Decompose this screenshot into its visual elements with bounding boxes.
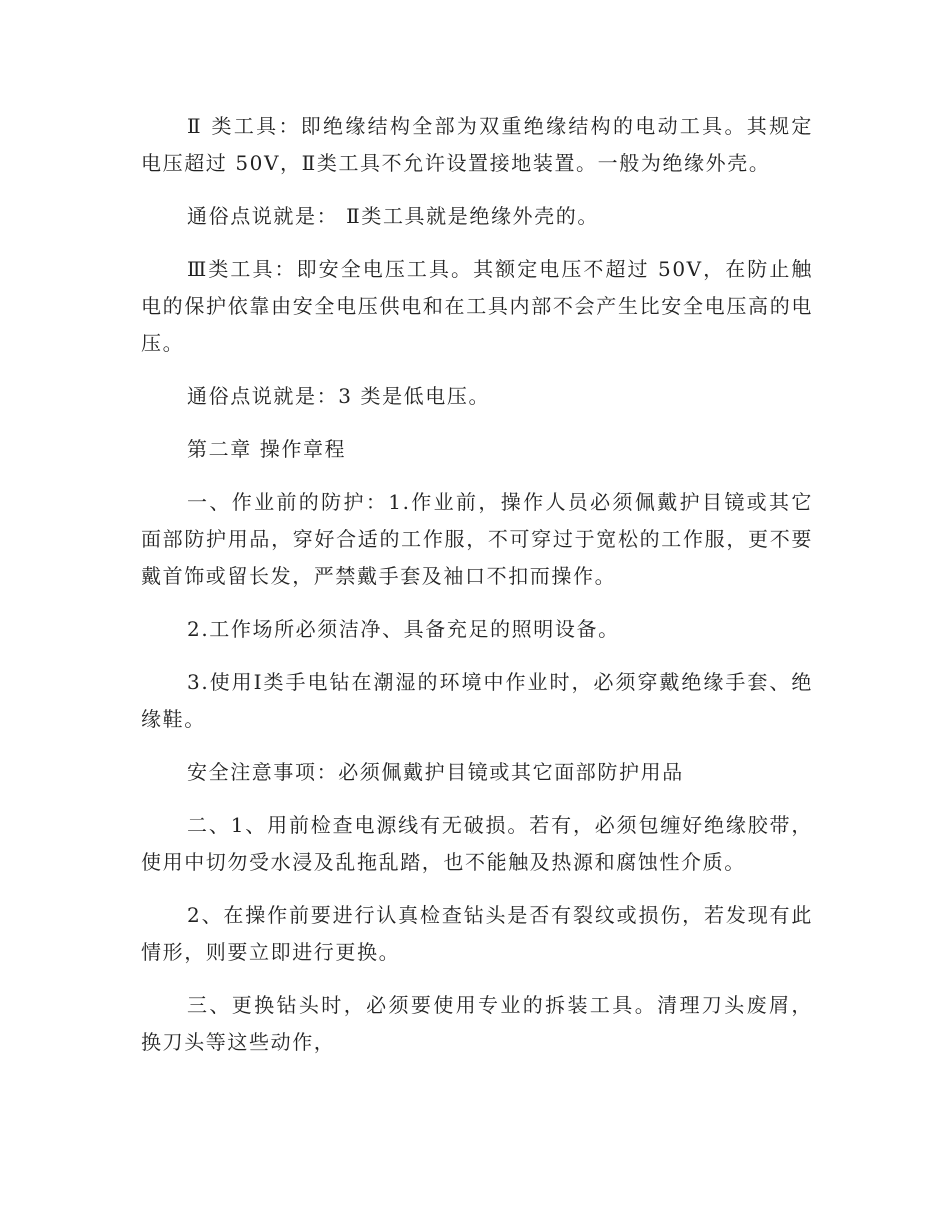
paragraph-pre-work-protection: 一、作业前的防护：1.作业前，操作人员必须佩戴护目镜或其它面部防护用品，穿好合适的工作服，不可穿过于宽松的工作服，更不要戴首饰或留长发，严禁戴手套及袖口不扣而操作。 bbox=[141, 490, 813, 588]
paragraph-drill-bit-check: 2、在操作前要进行认真检查钻头是否有裂纹或损伤，若发现有此情形，则要立即进行更换。 bbox=[141, 903, 813, 964]
paragraph-bit-replacement: 三、更换钻头时，必须要使用专业的拆装工具。清理刀头废屑，换刀头等这些动作， bbox=[141, 993, 813, 1054]
paragraph-class-3-plain: 通俗点说就是：3 类是低电压。 bbox=[187, 384, 491, 408]
chapter-heading: 第二章 操作章程 bbox=[187, 437, 347, 461]
paragraph-class-2-plain: 通俗点说就是： Ⅱ类工具就是绝缘外壳的。 bbox=[187, 204, 599, 228]
paragraph-safety-notes: 安全注意事项：必须佩戴护目镜或其它面部防护用品 bbox=[187, 760, 684, 784]
paragraph-damp-environment: 3.使用Ⅰ类手电钻在潮湿的环境中作业时，必须穿戴绝缘手套、绝缘鞋。 bbox=[141, 670, 813, 731]
paragraph-power-cord-check: 二、1、用前检查电源线有无破损。若有，必须包缠好绝缘胶带，使用中切勿受水浸及乱拖乱踏，也不能触及热源和腐蚀性介质。 bbox=[141, 813, 813, 874]
paragraph-class-3-tools: Ⅲ类工具：即安全电压工具。其额定电压不超过 50V，在防止触电的保护依靠由安全电压供电和在工具内部不会产生比安全电压高的电压。 bbox=[141, 257, 813, 355]
document-body bbox=[141, 108, 813, 1077]
paragraph-workplace: 2.工作场所必须洁净、具备充足的照明设备。 bbox=[187, 617, 620, 641]
paragraph-class-2-tools: Ⅱ 类工具：即绝缘结构全部为双重绝缘结构的电动工具。其规定电压超过 50V，Ⅱ类工具不允许设置接地装置。一般为绝缘外壳。 bbox=[141, 114, 813, 175]
